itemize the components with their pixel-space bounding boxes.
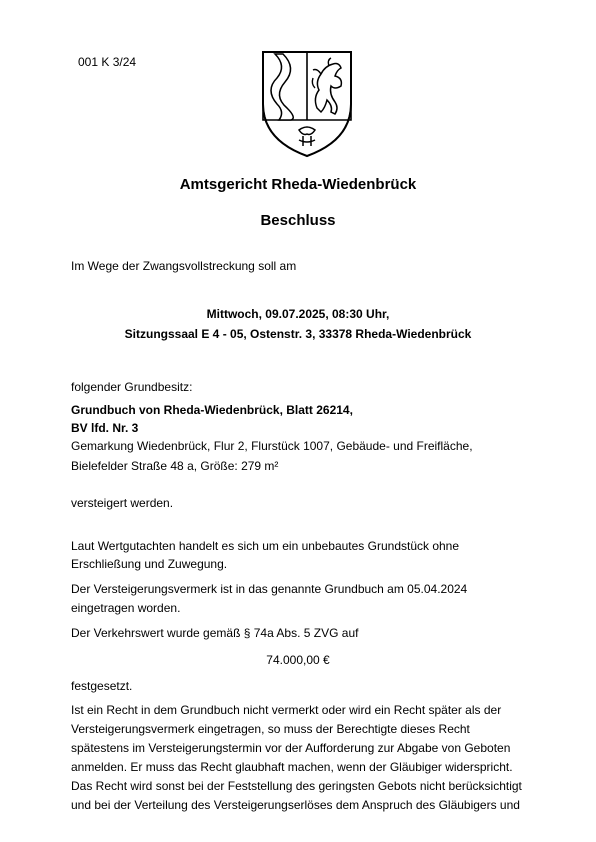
rights-paragraph-line: und bei der Verteilung des Versteigerungserlöses dem Anspruch des Gläubigers und	[71, 798, 520, 812]
market-value-amount: 74.000,00 €	[266, 653, 330, 667]
auction-statement: versteigert werden.	[71, 496, 174, 510]
rights-paragraph-line: spätestens im Versteigerungstermin vor der Aufforderung zur Abgabe von Geboten	[71, 741, 511, 755]
rights-paragraph-line: anmelden. Er muss das Recht glaubhaft machen, wenn der Gläubiger widerspricht.	[71, 760, 513, 774]
market-value-outro: festgesetzt.	[71, 679, 133, 693]
file-number: 001 K 3/24	[78, 55, 137, 69]
property-intro: folgender Grundbesitz:	[71, 380, 193, 394]
document-title: Beschluss	[260, 212, 336, 229]
appraisal-line-1: Laut Wertgutachten handelt es sich um ein unbebautes Grundstück ohne	[71, 539, 460, 553]
hearing-location: Sitzungssaal E 4 - 05, Ostenstr. 3, 33378 Rheda-Wiedenbrück	[124, 327, 472, 341]
property-heading-line-2: BV lfd. Nr. 3	[71, 421, 139, 435]
rights-paragraph-line: Versteigerungsvermerk eingetragen, so muss der Berechtigte dieses Recht	[71, 722, 470, 736]
rights-paragraph-line: Ist ein Recht in dem Grundbuch nicht vermerkt oder wird ein Recht später als der	[71, 703, 502, 717]
rights-paragraph-line: Das Recht wird sonst bei der Feststellung des geringsten Gebots nicht berücksichtigt	[71, 779, 522, 793]
registration-line-2: eingetragen worden.	[71, 601, 181, 615]
property-heading-line-1: Grundbuch von Rheda-Wiedenbrück, Blatt 26214,	[71, 403, 353, 417]
hearing-date: Mittwoch, 09.07.2025, 08:30 Uhr,	[206, 307, 390, 321]
market-value-intro: Der Verkehrswert wurde gemäß § 74a Abs. 5 ZVG auf	[71, 626, 359, 640]
property-description-line-1: Gemarkung Wiedenbrück, Flur 2, Flurstück 1007, Gebäude- und Freifläche,	[71, 439, 473, 453]
intro-text: Im Wege der Zwangsvollstreckung soll am	[71, 259, 297, 273]
court-name: Amtsgericht Rheda-Wiedenbrück	[179, 176, 417, 193]
appraisal-line-2: Erschließung und Zuwegung.	[71, 557, 228, 571]
property-description-line-2: Bielefelder Straße 48 a, Größe: 279 m²	[71, 459, 279, 473]
registration-line-1: Der Versteigerungsvermerk ist in das genannte Grundbuch am 05.04.2024	[71, 582, 468, 596]
coat-of-arms-emblem	[255, 48, 359, 160]
